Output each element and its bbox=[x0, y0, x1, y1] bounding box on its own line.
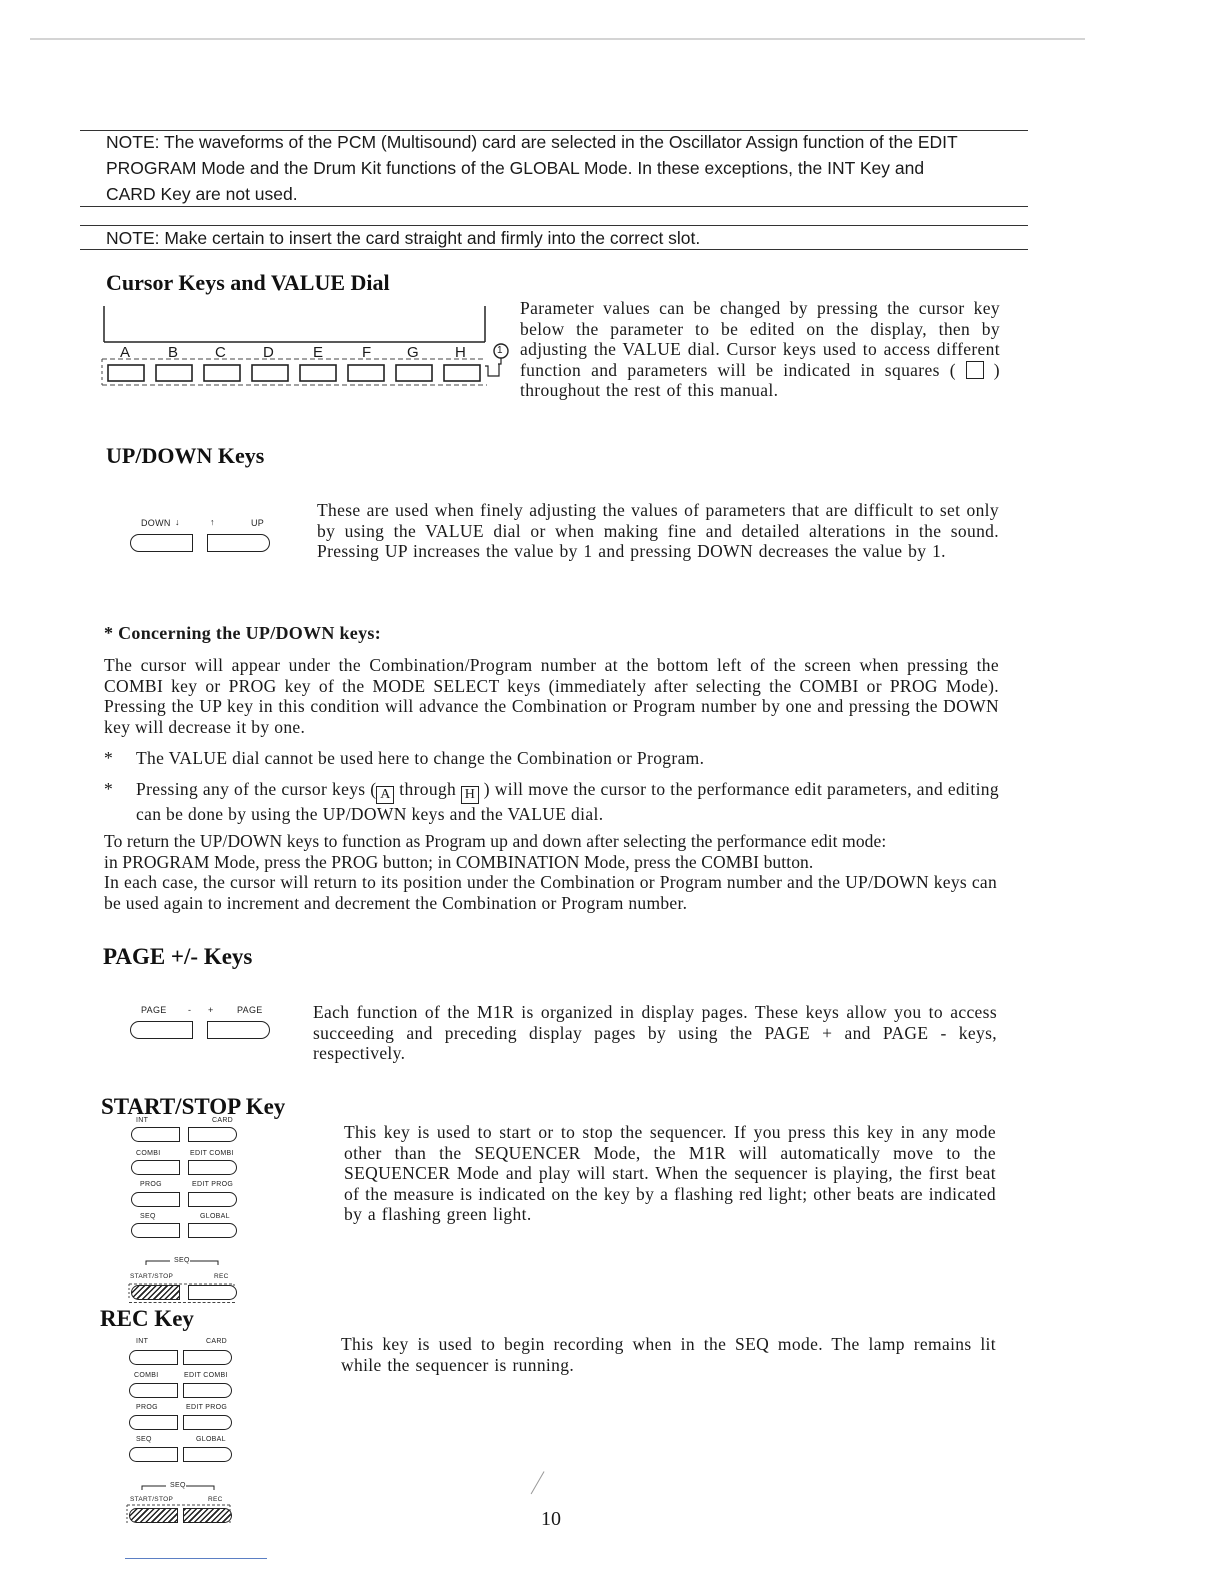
concerning-paragraph-3: In each case, the cursor will return to its position under the Combination or Program number and the UP/DOWN keys can be used again to increment and decrement the Combination or Program number. bbox=[104, 872, 997, 913]
int-key[interactable] bbox=[129, 1350, 178, 1365]
bullet-2-text bbox=[104, 779, 999, 825]
edit-prog-key[interactable] bbox=[183, 1415, 232, 1430]
concerning-bullet-2 bbox=[104, 779, 999, 825]
note1-line: PROGRAM Mode and the Drum Kit functions of the GLOBAL Mode. In these exceptions, the INT Key and bbox=[106, 158, 925, 178]
cursor-text-part1: Parameter values can be changed by pressing the cursor key below the parameter to be edited on the display, then by adjusting the VALUE dial. Cursor keys used to access different function and parameters will be indicated in squares ( bbox=[520, 298, 1000, 380]
note1-line: NOTE: The waveforms of the PCM (Multisound) card are selected in the Oscillator Assign function of the EDIT bbox=[106, 132, 958, 152]
updown-keys-heading: UP/DOWN Keys bbox=[106, 443, 265, 468]
concerning-bullet-1 bbox=[104, 748, 999, 769]
seq-key[interactable] bbox=[129, 1447, 178, 1462]
cursor-key-shape bbox=[252, 365, 288, 381]
panel-label-combi: COMBI bbox=[136, 1150, 161, 1157]
page-plus-label: + bbox=[208, 1005, 214, 1015]
pencil-mark bbox=[531, 1471, 546, 1495]
page-right-label: PAGE bbox=[237, 1005, 263, 1015]
panel-label-combi: COMBI bbox=[134, 1372, 159, 1379]
page-keys-heading: PAGE +/- Keys bbox=[103, 944, 253, 969]
page-minus-label: - bbox=[188, 1005, 192, 1015]
bullet-mark: * bbox=[104, 779, 114, 799]
cursor-key-shape bbox=[204, 365, 240, 381]
seq-dashed-bottom bbox=[129, 1302, 235, 1303]
global-key[interactable] bbox=[183, 1447, 232, 1462]
down-label: DOWN bbox=[141, 518, 171, 528]
panel-label-seq-bracket: SEQ bbox=[174, 1257, 190, 1264]
panel-label-int: INT bbox=[136, 1338, 149, 1345]
down-key[interactable] bbox=[130, 534, 193, 552]
concerning-heading: * Concerning the UP/DOWN keys: bbox=[104, 623, 381, 643]
card-key[interactable] bbox=[183, 1350, 232, 1365]
bullet-2-part2: ) will move the cursor to the performance edit parameters, and editing can be done by using the UP/DOWN keys and the VALUE dial. bbox=[136, 779, 999, 824]
note1-block bbox=[106, 129, 1036, 207]
card-key[interactable] bbox=[188, 1127, 237, 1142]
edit-prog-key[interactable] bbox=[188, 1192, 237, 1207]
page-left-label: PAGE bbox=[141, 1005, 167, 1015]
panel-label-rec: REC bbox=[208, 1496, 223, 1503]
cursor-key-a-symbol: A bbox=[376, 786, 394, 804]
cursor-key-label: F bbox=[362, 344, 372, 361]
rec-heading: REC Key bbox=[100, 1306, 194, 1331]
cursor-key-shape bbox=[444, 365, 480, 381]
concerning-paragraph-2 bbox=[104, 831, 1004, 872]
bullet-1-text: The VALUE dial cannot be used here to change the Combination or Program. bbox=[136, 748, 705, 768]
note1-line: CARD Key are not used. bbox=[106, 184, 298, 204]
concerning-paragraph-1: The cursor will appear under the Combination/Program number at the bottom left of the screen when pressing the COMBI key or PROG key of the MODE SELECT keys (immediately after selecting the COMBI or PROG Mode). Pressing the UP key in this condition will advance the Combination or Program number by one and pressing the DOWN key will decrease it by one. bbox=[104, 655, 999, 737]
cursor-keys-description bbox=[520, 298, 1000, 401]
value-dial-number: 1 bbox=[497, 345, 503, 356]
up-key[interactable] bbox=[207, 534, 270, 552]
up-label: UP bbox=[251, 518, 265, 528]
panel-label-seq-bracket: SEQ bbox=[170, 1482, 186, 1489]
up-arrow-icon: ↑ bbox=[210, 517, 215, 527]
start-stop-key-highlighted[interactable] bbox=[129, 1508, 178, 1523]
updown-keys-diagram bbox=[130, 516, 280, 556]
cursor-key-label: H bbox=[455, 344, 466, 361]
page-keys-description: Each function of the M1R is organized in display pages. These keys allow you to access succeeding and preceding display pages by using the PAGE + and PAGE - keys, respectively. bbox=[313, 1002, 997, 1064]
cursor-key-label: G bbox=[407, 344, 419, 361]
panel-label-card: CARD bbox=[212, 1117, 234, 1124]
startstop-heading: START/STOP Key bbox=[101, 1094, 286, 1119]
cursor-key-shape bbox=[156, 365, 192, 381]
bullet-2-through: through bbox=[399, 779, 457, 799]
panel-label-global: GLOBAL bbox=[196, 1436, 226, 1443]
seq-key[interactable] bbox=[131, 1223, 180, 1238]
panel-label-seq: SEQ bbox=[140, 1213, 156, 1220]
panel-label-global: GLOBAL bbox=[200, 1213, 230, 1220]
cursor-key-shape bbox=[348, 365, 384, 381]
rec-description: This key is used to begin recording when in the SEQ mode. The lamp remains lit while the sequencer is running. bbox=[341, 1334, 996, 1375]
down-arrow-icon: ↓ bbox=[175, 517, 180, 527]
bottom-blue-line bbox=[125, 1558, 267, 1559]
top-edge-line bbox=[30, 38, 1085, 40]
cursor-key-label: A bbox=[120, 344, 131, 361]
cursor-keys-heading: Cursor Keys and VALUE Dial bbox=[106, 270, 390, 295]
cursor-key-label: C bbox=[215, 344, 226, 361]
prog-key[interactable] bbox=[131, 1192, 180, 1207]
panel-label-start-stop: START/STOP bbox=[130, 1496, 174, 1503]
rec-key[interactable] bbox=[188, 1285, 237, 1300]
global-key[interactable] bbox=[188, 1223, 237, 1238]
para2-line-2: in PROGRAM Mode, press the PROG button; in COMBINATION Mode, press the COMBI button. bbox=[104, 851, 814, 872]
panel-label-edit-prog: EDIT PROG bbox=[192, 1181, 234, 1188]
panel-label-prog: PROG bbox=[136, 1404, 158, 1411]
combi-key[interactable] bbox=[131, 1160, 180, 1175]
page-keys-diagram bbox=[130, 1003, 280, 1043]
bullet-mark: * bbox=[104, 748, 114, 768]
startstop-description: This key is used to start or to stop the sequencer. If you press this key in any mode other than the SEQUENCER Mode, the M1R will automatically move to the SEQUENCER Mode and play will start. When the sequencer is playing, the first beat of the measure is indicated on the key by a flashing red light; other beats are indicated by a flashing green light. bbox=[344, 1122, 996, 1225]
panel-label-edit-combi: EDIT COMBI bbox=[190, 1150, 234, 1157]
page-minus-key[interactable] bbox=[130, 1021, 193, 1039]
panel-label-rec: REC bbox=[214, 1273, 229, 1280]
page-plus-key[interactable] bbox=[207, 1021, 270, 1039]
square-symbol-icon bbox=[966, 361, 984, 379]
para2-line-1: To return the UP/DOWN keys to function as Program up and down after selecting the performance edit mode: bbox=[104, 831, 887, 851]
prog-key[interactable] bbox=[129, 1415, 178, 1430]
note2-bottom-rule bbox=[80, 249, 1028, 250]
panel-label-start-stop: START/STOP bbox=[130, 1273, 174, 1280]
edit-combi-key[interactable] bbox=[183, 1383, 232, 1398]
panel-label-card: CARD bbox=[206, 1338, 228, 1345]
cursor-key-label: D bbox=[263, 344, 274, 361]
cursor-key-letters bbox=[100, 344, 520, 362]
edit-combi-key[interactable] bbox=[188, 1160, 237, 1175]
panel-label-prog: PROG bbox=[140, 1181, 162, 1188]
rec-panel-diagram bbox=[126, 1338, 241, 1528]
bullet-2-part1: Pressing any of the cursor keys ( bbox=[136, 779, 377, 799]
page-number: 10 bbox=[541, 1508, 561, 1530]
cursor-key-label: E bbox=[313, 344, 324, 361]
cursor-key-shape bbox=[396, 365, 432, 381]
note2-text: NOTE: Make certain to insert the card straight and firmly into the correct slot. bbox=[106, 228, 701, 248]
cursor-keys-diagram bbox=[100, 300, 520, 400]
cursor-key-label: B bbox=[168, 344, 179, 361]
cursor-key-h-symbol: H bbox=[461, 786, 479, 804]
combi-key[interactable] bbox=[129, 1383, 178, 1398]
cursor-key-shape bbox=[300, 365, 336, 381]
panel-label-edit-combi: EDIT COMBI bbox=[184, 1372, 228, 1379]
panel-label-edit-prog: EDIT PROG bbox=[186, 1404, 228, 1411]
dial-connector-bracket bbox=[485, 364, 499, 376]
note1-bottom-rule bbox=[80, 206, 1028, 207]
int-key[interactable] bbox=[131, 1127, 180, 1142]
updown-description: These are used when finely adjusting the values of parameters that are difficult to set only by using the VALUE dial or when making fine and detailed alterations in the sound. Pressing UP increases the value by 1 and pressing DOWN decreases the value by 1. bbox=[317, 500, 999, 562]
cursor-text-part2: ) throughout the rest of this manual. bbox=[520, 359, 1000, 401]
startstop-panel-diagram bbox=[128, 1117, 243, 1307]
cursor-key-shape bbox=[108, 365, 144, 381]
rec-key-highlighted[interactable] bbox=[183, 1508, 232, 1523]
panel-label-seq: SEQ bbox=[136, 1436, 152, 1443]
start-stop-key-highlighted[interactable] bbox=[131, 1285, 180, 1300]
panel-label-int: INT bbox=[136, 1117, 149, 1124]
